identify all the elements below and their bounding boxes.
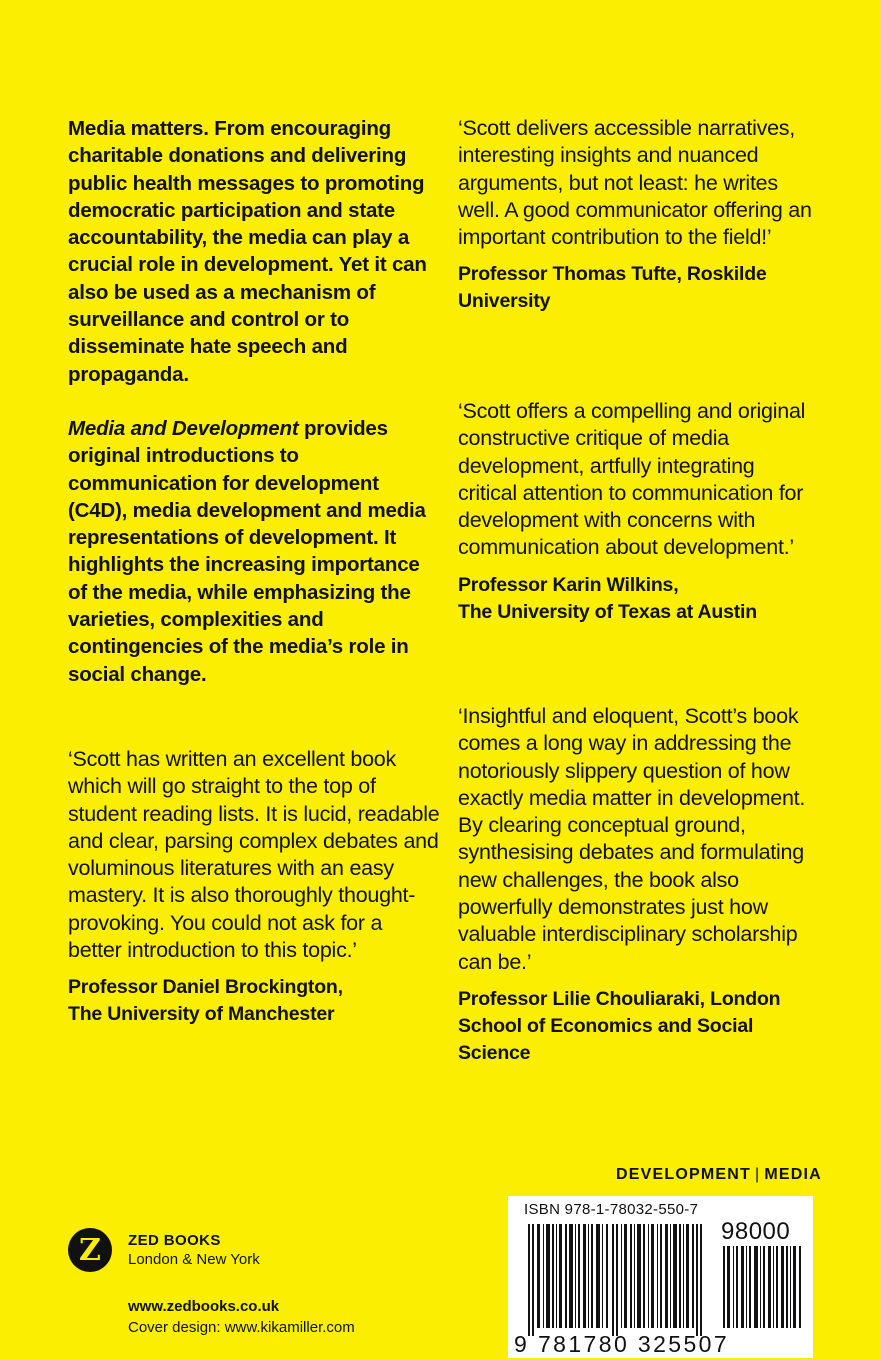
endorsement-wilkins: [458, 398, 818, 626]
category-media: MEDIA: [764, 1166, 822, 1183]
quote-text: ‘Scott has written an excellent book which will go straight to the top of student reading lists. It is lucid, readable and clear, parsing complex debates and voluminous literatures with an easy mastery. It is also thoroughly thought-provoking. You could not ask for a better introduction to this topic.’: [68, 747, 440, 963]
publisher: [68, 1228, 260, 1272]
book-title: Media and Development: [68, 416, 299, 440]
quote-attribution: Professor Thomas Tufte, Roskilde University: [458, 263, 767, 313]
attribution-name: Professor Daniel Brockington,: [68, 976, 343, 999]
quote-attribution: [68, 974, 440, 1028]
publisher-website: www.zedbooks.co.uk: [128, 1298, 280, 1315]
blurb-paragraph-2: [68, 415, 440, 688]
quote-text: ‘Insightful and eloquent, Scott’s book comes a long way in addressing the notoriously slippery question of how exactly media matter in development. By clearing conceptual ground, synthesising debates and formulating new challenges, the book also powerfully demonstrates just how valuable interdisciplinary scholarship can be.’: [458, 704, 806, 974]
attribution-affiliation: The University of Texas at Austin: [458, 600, 757, 623]
isbn-label: ISBN 978-1-78032-550-7: [524, 1201, 699, 1218]
publisher-location: London & New York: [128, 1251, 260, 1268]
quote-attribution: [458, 572, 818, 626]
attribution-name: Professor Karin Wilkins,: [458, 573, 679, 596]
category-development: DEVELOPMENT: [616, 1166, 751, 1183]
quote-attribution: Professor Lilie Chouliaraki, London School of Economics and Social Science: [458, 987, 781, 1064]
publisher-name: ZED BOOKS: [128, 1232, 221, 1249]
price-addon-bars: [721, 1246, 807, 1328]
blurb-paragraph-1: Media matters. From encouraging charitable donations and delivering public health messages to promoting democratic participation and state accountability, the media can play a crucial role in development. Yet it can also be used as a mechanism of surveillance and control or to disseminate hate speech and propaganda.: [68, 117, 427, 386]
category-separator: |: [755, 1166, 761, 1183]
blurb: [68, 115, 440, 688]
credits: [128, 1296, 355, 1338]
quote-text: ‘Scott delivers accessible narratives, interesting insights and nuanced arguments, but not least: he writes well. A good communicator offering an important contribution to the field!’: [458, 116, 812, 250]
ean-digits: 9 781780 325507: [514, 1331, 730, 1357]
price-code: 98000: [721, 1218, 791, 1245]
attribution-affiliation: The University of Manchester: [68, 1003, 335, 1026]
blurb-paragraph-2-text: provides original introductions to communication for development (C4D), media development and media representations of development. It highlights the increasing importance of the media, while emphasizing the varieties, complexities and contingencies of the media’s role in social change.: [68, 416, 426, 686]
subject-category: [616, 1166, 822, 1184]
endorsement-brockington: [68, 746, 440, 1028]
endorsement-chouliaraki: [458, 703, 818, 1067]
publisher-text: [128, 1232, 260, 1268]
ean-barcode-bars: [522, 1224, 712, 1336]
barcode: [508, 1196, 813, 1358]
endorsement-tufte: [458, 115, 818, 315]
zed-books-logo-icon: Z: [68, 1228, 112, 1272]
cover-credit: Cover design: www.kikamiller.com: [128, 1319, 355, 1336]
quote-text: ‘Scott offers a compelling and original constructive critique of media development, artfully integrating critical attention to communication for development with concerns with communication about development.’: [458, 399, 806, 560]
